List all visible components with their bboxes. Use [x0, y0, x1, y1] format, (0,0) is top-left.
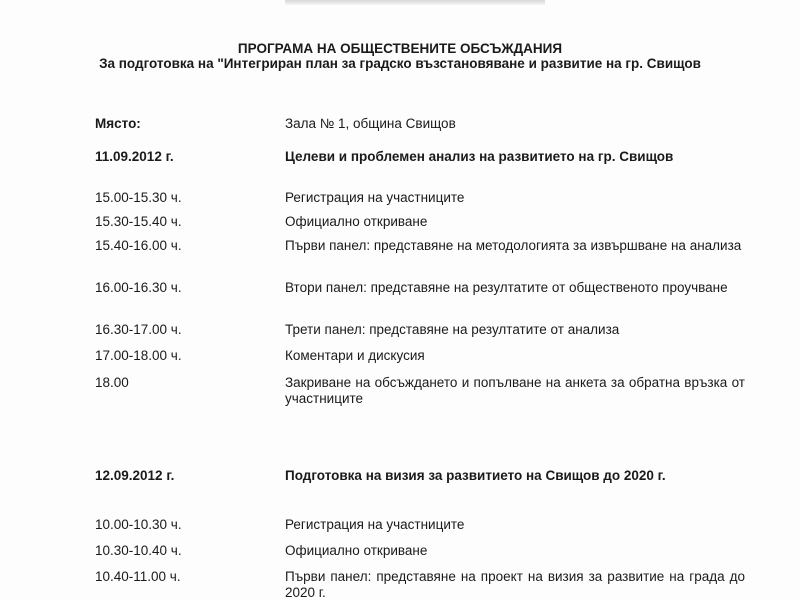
- schedule-time: 15.00-15.30 ч.: [95, 190, 182, 205]
- schedule-time: 15.30-15.40 ч.: [95, 214, 182, 229]
- schedule-text: Трети панел: представяне на резултатите от анализа: [285, 322, 620, 337]
- schedule-time: 10.00-10.30 ч.: [95, 517, 182, 532]
- schedule-time: 16.00-16.30 ч.: [95, 280, 182, 295]
- schedule-text: Коментари и дискусия: [285, 348, 425, 363]
- schedule-text: Регистрация на участниците: [285, 517, 465, 532]
- schedule-time: 15.40-16.00 ч.: [95, 238, 182, 253]
- location-value: Зала № 1, община Свищов: [285, 116, 456, 131]
- location-label: Място:: [95, 116, 141, 131]
- document-title: ПРОГРАМА НА ОБЩЕСТВЕНИТЕ ОБСЪЖДАНИЯ: [237, 41, 563, 56]
- schedule-text: Втори панел: представяне на резултатите от общественото проучване: [285, 280, 728, 295]
- schedule-time: 10.30-10.40 ч.: [95, 543, 182, 558]
- schedule-text: Първи панел: представяне на проект на визия за развитие на града до 2020 г.: [285, 569, 745, 600]
- day2-theme: Подготовка на визия за развитието на Свищов до 2020 г.: [285, 468, 666, 483]
- day1-date: 11.09.2012 г.: [95, 149, 174, 164]
- schedule-text: Регистрация на участниците: [285, 190, 465, 205]
- document-subtitle: За подготовка на "Интегриран план за градско възстановяване и развитие на гр. Свищов: [99, 56, 701, 71]
- schedule-text: Официално откриване: [285, 214, 428, 229]
- schedule-time: 16.30-17.00 ч.: [95, 322, 182, 337]
- document-header: [80, 41, 720, 71]
- schedule-time: 17.00-18.00 ч.: [95, 348, 182, 363]
- schedule-text: Официално откриване: [285, 543, 428, 558]
- schedule-text: Закриване на обсъждането и попълване на анкета за обратна връзка от участниците: [285, 375, 745, 406]
- day2-date: 12.09.2012 г.: [95, 468, 175, 483]
- schedule-time: 10.40-11.00 ч.: [95, 569, 181, 584]
- schedule-time: 18.00: [95, 375, 129, 390]
- schedule-text: Първи панел: представяне на методологията за извършване на анализа: [285, 238, 742, 253]
- day1-theme: Целеви и проблемен анализ на развитието на гр. Свищов: [285, 149, 674, 164]
- top-edge-rule: [285, 0, 545, 5]
